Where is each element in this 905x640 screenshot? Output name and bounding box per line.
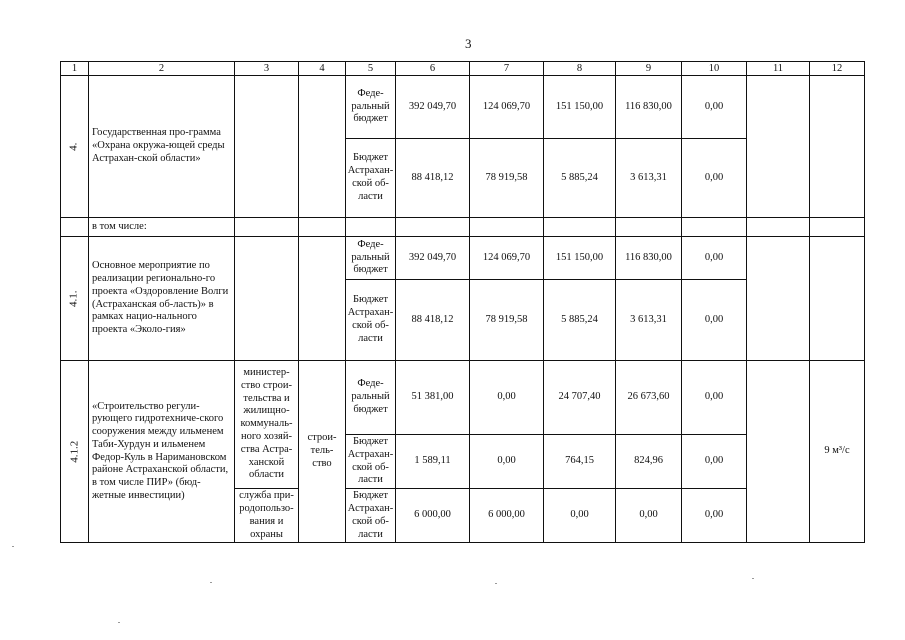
amount-cell: 392 049,70 — [396, 76, 470, 139]
funding-source: Бюджет Астрахан-ской об-ласти — [346, 280, 396, 361]
amount-cell: 124 069,70 — [470, 237, 544, 280]
amount-cell: 5 885,24 — [544, 280, 616, 361]
scan-speck — [210, 582, 212, 583]
amount-cell: 0,00 — [682, 361, 747, 435]
funding-source: Бюджет Астрахан-ской об-ласти — [346, 489, 396, 543]
empty-cell — [299, 218, 346, 237]
column-header: 6 — [396, 62, 470, 76]
funding-source: Феде-ральный бюджет — [346, 76, 396, 139]
amount-cell: 3 613,31 — [616, 280, 682, 361]
column-header: 10 — [682, 62, 747, 76]
amount-cell: 0,00 — [682, 435, 747, 489]
funding-source: Феде-ральный бюджет — [346, 361, 396, 435]
amount-cell: 88 418,12 — [396, 280, 470, 361]
empty-cell — [747, 76, 810, 218]
empty-cell — [470, 218, 544, 237]
amount-cell: 0,00 — [682, 139, 747, 218]
including-label: в том числе: — [89, 218, 235, 237]
amount-cell: 0,00 — [616, 489, 682, 543]
amount-cell: 1 589,11 — [396, 435, 470, 489]
funding-source: Феде-ральный бюджет — [346, 237, 396, 280]
empty-cell — [396, 218, 470, 237]
amount-cell: 24 707,40 — [544, 361, 616, 435]
empty-cell — [346, 218, 396, 237]
column-header: 5 — [346, 62, 396, 76]
amount-cell: 0,00 — [470, 361, 544, 435]
row-code: 4. — [61, 76, 89, 218]
amount-cell: 3 613,31 — [616, 139, 682, 218]
amount-cell: 0,00 — [682, 237, 747, 280]
amount-cell: 151 150,00 — [544, 76, 616, 139]
amount-cell: 0,00 — [682, 76, 747, 139]
work-type: строи-тель-ство — [299, 361, 346, 543]
executor-ministry: министер-ство строи-тельства и жилищно-коммуналь-ного хозяй-ства Астра-ханской области — [235, 361, 299, 489]
project-name: «Строительство регули-рующего гидротехниче-ского сооружения между ильменем Таби-Хурдун и ильменем Федор-Куль в Наримановском районе Астраханской области, в том числе ПИР» (бюд-жетные инвестиции) — [89, 361, 235, 543]
column-header: 11 — [747, 62, 810, 76]
empty-cell — [810, 218, 865, 237]
amount-cell: 116 830,00 — [616, 237, 682, 280]
column-header: 1 — [61, 62, 89, 76]
amount-cell: 26 673,60 — [616, 361, 682, 435]
empty-cell — [235, 218, 299, 237]
amount-cell: 6 000,00 — [396, 489, 470, 543]
row-code: 4.1. — [61, 237, 89, 361]
column-header: 3 — [235, 62, 299, 76]
amount-cell: 151 150,00 — [544, 237, 616, 280]
empty-cell — [299, 237, 346, 361]
column-header: 2 — [89, 62, 235, 76]
column-header: 9 — [616, 62, 682, 76]
table-row — [61, 76, 865, 139]
amount-cell: 88 418,12 — [396, 139, 470, 218]
empty-cell — [235, 76, 299, 218]
scan-speck — [752, 578, 754, 579]
column-header: 4 — [299, 62, 346, 76]
empty-cell — [616, 218, 682, 237]
page-number: 3 — [465, 36, 472, 51]
amount-cell: 764,15 — [544, 435, 616, 489]
amount-cell: 0,00 — [470, 435, 544, 489]
empty-cell — [810, 237, 865, 361]
amount-cell: 5 885,24 — [544, 139, 616, 218]
scan-speck — [495, 583, 497, 584]
column-number-row — [61, 62, 865, 76]
scan-speck — [12, 546, 14, 547]
funding-source: Бюджет Астрахан-ской об-ласти — [346, 435, 396, 489]
row-code: 4.1.2 — [61, 361, 89, 543]
empty-cell — [747, 237, 810, 361]
program-name: Государственная про-грамма «Охрана окружа-ющей среды Астрахан-ской области» — [89, 76, 235, 218]
capacity-value: 9 м³/с — [810, 361, 865, 543]
empty-cell — [299, 76, 346, 218]
column-header: 12 — [810, 62, 865, 76]
amount-cell: 0,00 — [682, 280, 747, 361]
amount-cell: 6 000,00 — [470, 489, 544, 543]
amount-cell: 0,00 — [544, 489, 616, 543]
funding-source: Бюджет Астрахан-ской об-ласти — [346, 139, 396, 218]
empty-cell — [810, 76, 865, 218]
amount-cell: 392 049,70 — [396, 237, 470, 280]
column-header: 7 — [470, 62, 544, 76]
empty-cell — [235, 237, 299, 361]
amount-cell: 51 381,00 — [396, 361, 470, 435]
column-header: 8 — [544, 62, 616, 76]
amount-cell: 116 830,00 — [616, 76, 682, 139]
empty-cell — [544, 218, 616, 237]
amount-cell: 824,96 — [616, 435, 682, 489]
budget-table — [60, 61, 865, 543]
empty-cell — [747, 218, 810, 237]
amount-cell: 78 919,58 — [470, 280, 544, 361]
amount-cell: 78 919,58 — [470, 139, 544, 218]
scan-speck — [118, 622, 120, 623]
amount-cell: 124 069,70 — [470, 76, 544, 139]
table-row — [61, 361, 865, 435]
activity-name: Основное мероприятие по реализации регионально-го проекта «Оздоровление Волги (Астраханская об-ласть)» в рамках нацио-нального проекта «Эколо-гия» — [89, 237, 235, 361]
empty-cell — [747, 361, 810, 543]
executor-service: служба при-родопользо-вания и охраны — [235, 489, 299, 543]
table-row — [61, 218, 865, 237]
table-row — [61, 237, 865, 280]
amount-cell: 0,00 — [682, 489, 747, 543]
empty-cell — [61, 218, 89, 237]
empty-cell — [682, 218, 747, 237]
